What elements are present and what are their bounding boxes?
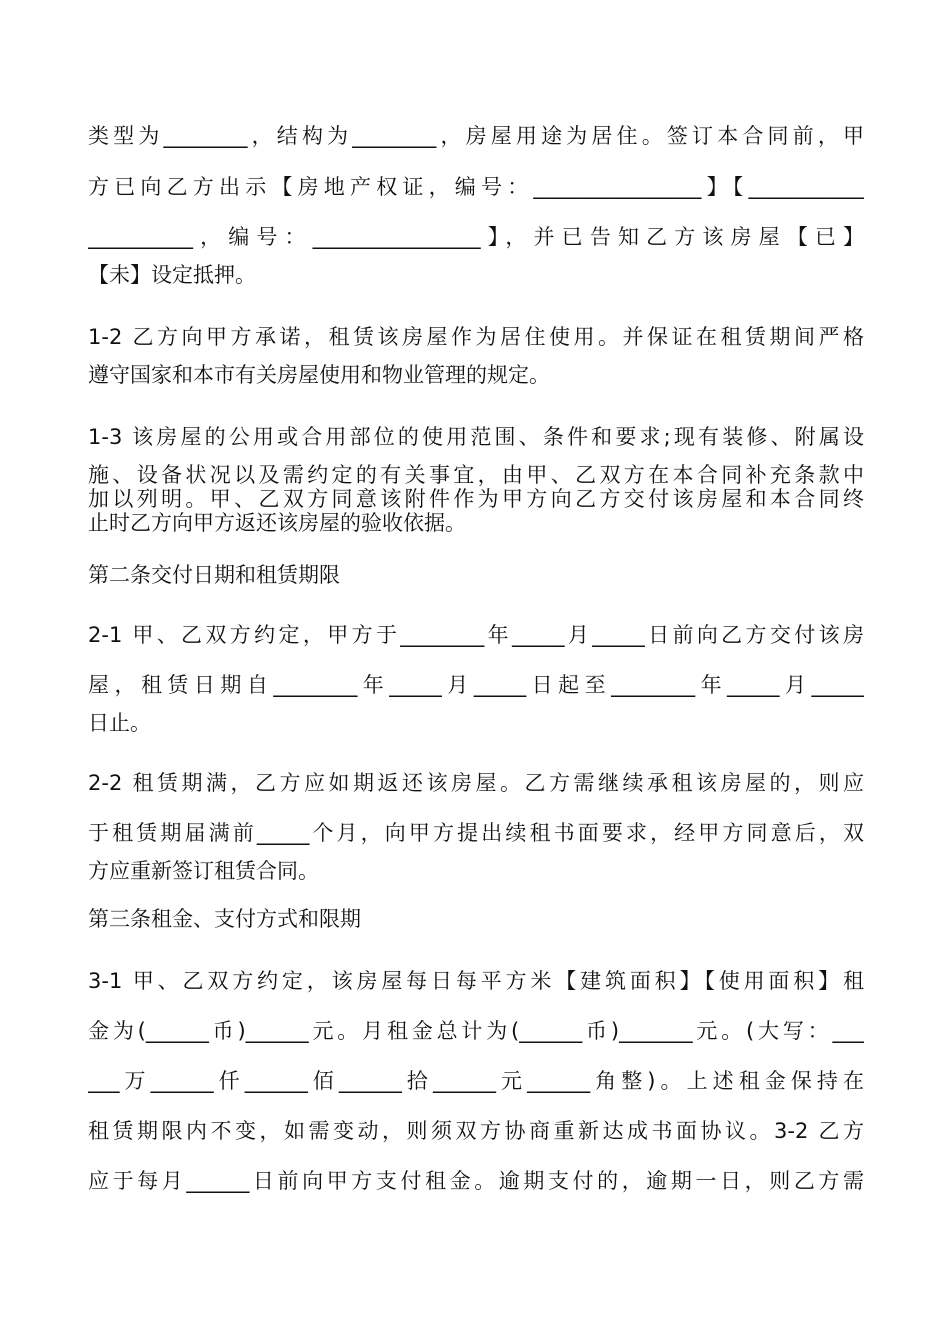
text-line: 金为(______币)______元。月租金总计为(______币)_______元。(大写：___ <box>88 1019 864 1043</box>
text-line: 止时乙方向甲方返还该房屋的验收依据。 <box>88 511 466 535</box>
text-line: 屋，租赁日期自________年_____月_____日起至________年_____月_____ <box>88 673 864 697</box>
text-line: ___万______仟______佰______拾______元______角整)。上述租金保持在 <box>88 1069 864 1093</box>
text-line: 于租赁期届满前_____个月，向甲方提出续租书面要求，经甲方同意后，双 <box>88 821 864 845</box>
text-line: 类型为________，结构为________，房屋用途为居住。签订本合同前，甲 <box>88 124 864 148</box>
text-line: 租赁期限内不变，如需变动，则须双方协商重新达成书面协议。3-2 乙方 <box>88 1119 864 1143</box>
text-line: 3-1 甲、乙双方约定，该房屋每日每平方米【建筑面积】【使用面积】租 <box>88 969 864 993</box>
text-line: 日止。 <box>88 711 151 735</box>
text-line: 1-2 乙方向甲方承诺，租赁该房屋作为居住使用。并保证在租赁期间严格 <box>88 325 864 349</box>
text-line: 方已向乙方出示【房地产权证，编号：________________】【___________ <box>88 175 864 199</box>
section-heading: 第二条交付日期和租赁期限 <box>88 563 340 587</box>
text-line: 加以列明。甲、乙双方同意该附件作为甲方向乙方交付该房屋和本合同终 <box>88 487 864 511</box>
text-line: 【未】设定抵押。 <box>88 263 256 287</box>
text-line: 应于每月______日前向甲方支付租金。逾期支付的，逾期一日，则乙方需 <box>88 1169 864 1193</box>
text-line: 2-2 租赁期满，乙方应如期返还该房屋。乙方需继续承租该房屋的，则应 <box>88 771 864 795</box>
text-line: 施、设备状况以及需约定的有关事宜，由甲、乙双方在本合同补充条款中 <box>88 463 864 487</box>
section-heading: 第三条租金、支付方式和限期 <box>88 907 361 931</box>
text-line: 1-3 该房屋的公用或合用部位的使用范围、条件和要求;现有装修、附属设 <box>88 425 864 449</box>
text-line: 2-1 甲、乙双方约定，甲方于________年_____月_____日前向乙方交付该房 <box>88 623 864 647</box>
text-line: __________，编号：________________】，并已告知乙方该房屋【已】 <box>88 225 864 249</box>
text-line: 方应重新签订租赁合同。 <box>88 859 319 883</box>
text-line: 遵守国家和本市有关房屋使用和物业管理的规定。 <box>88 363 550 387</box>
